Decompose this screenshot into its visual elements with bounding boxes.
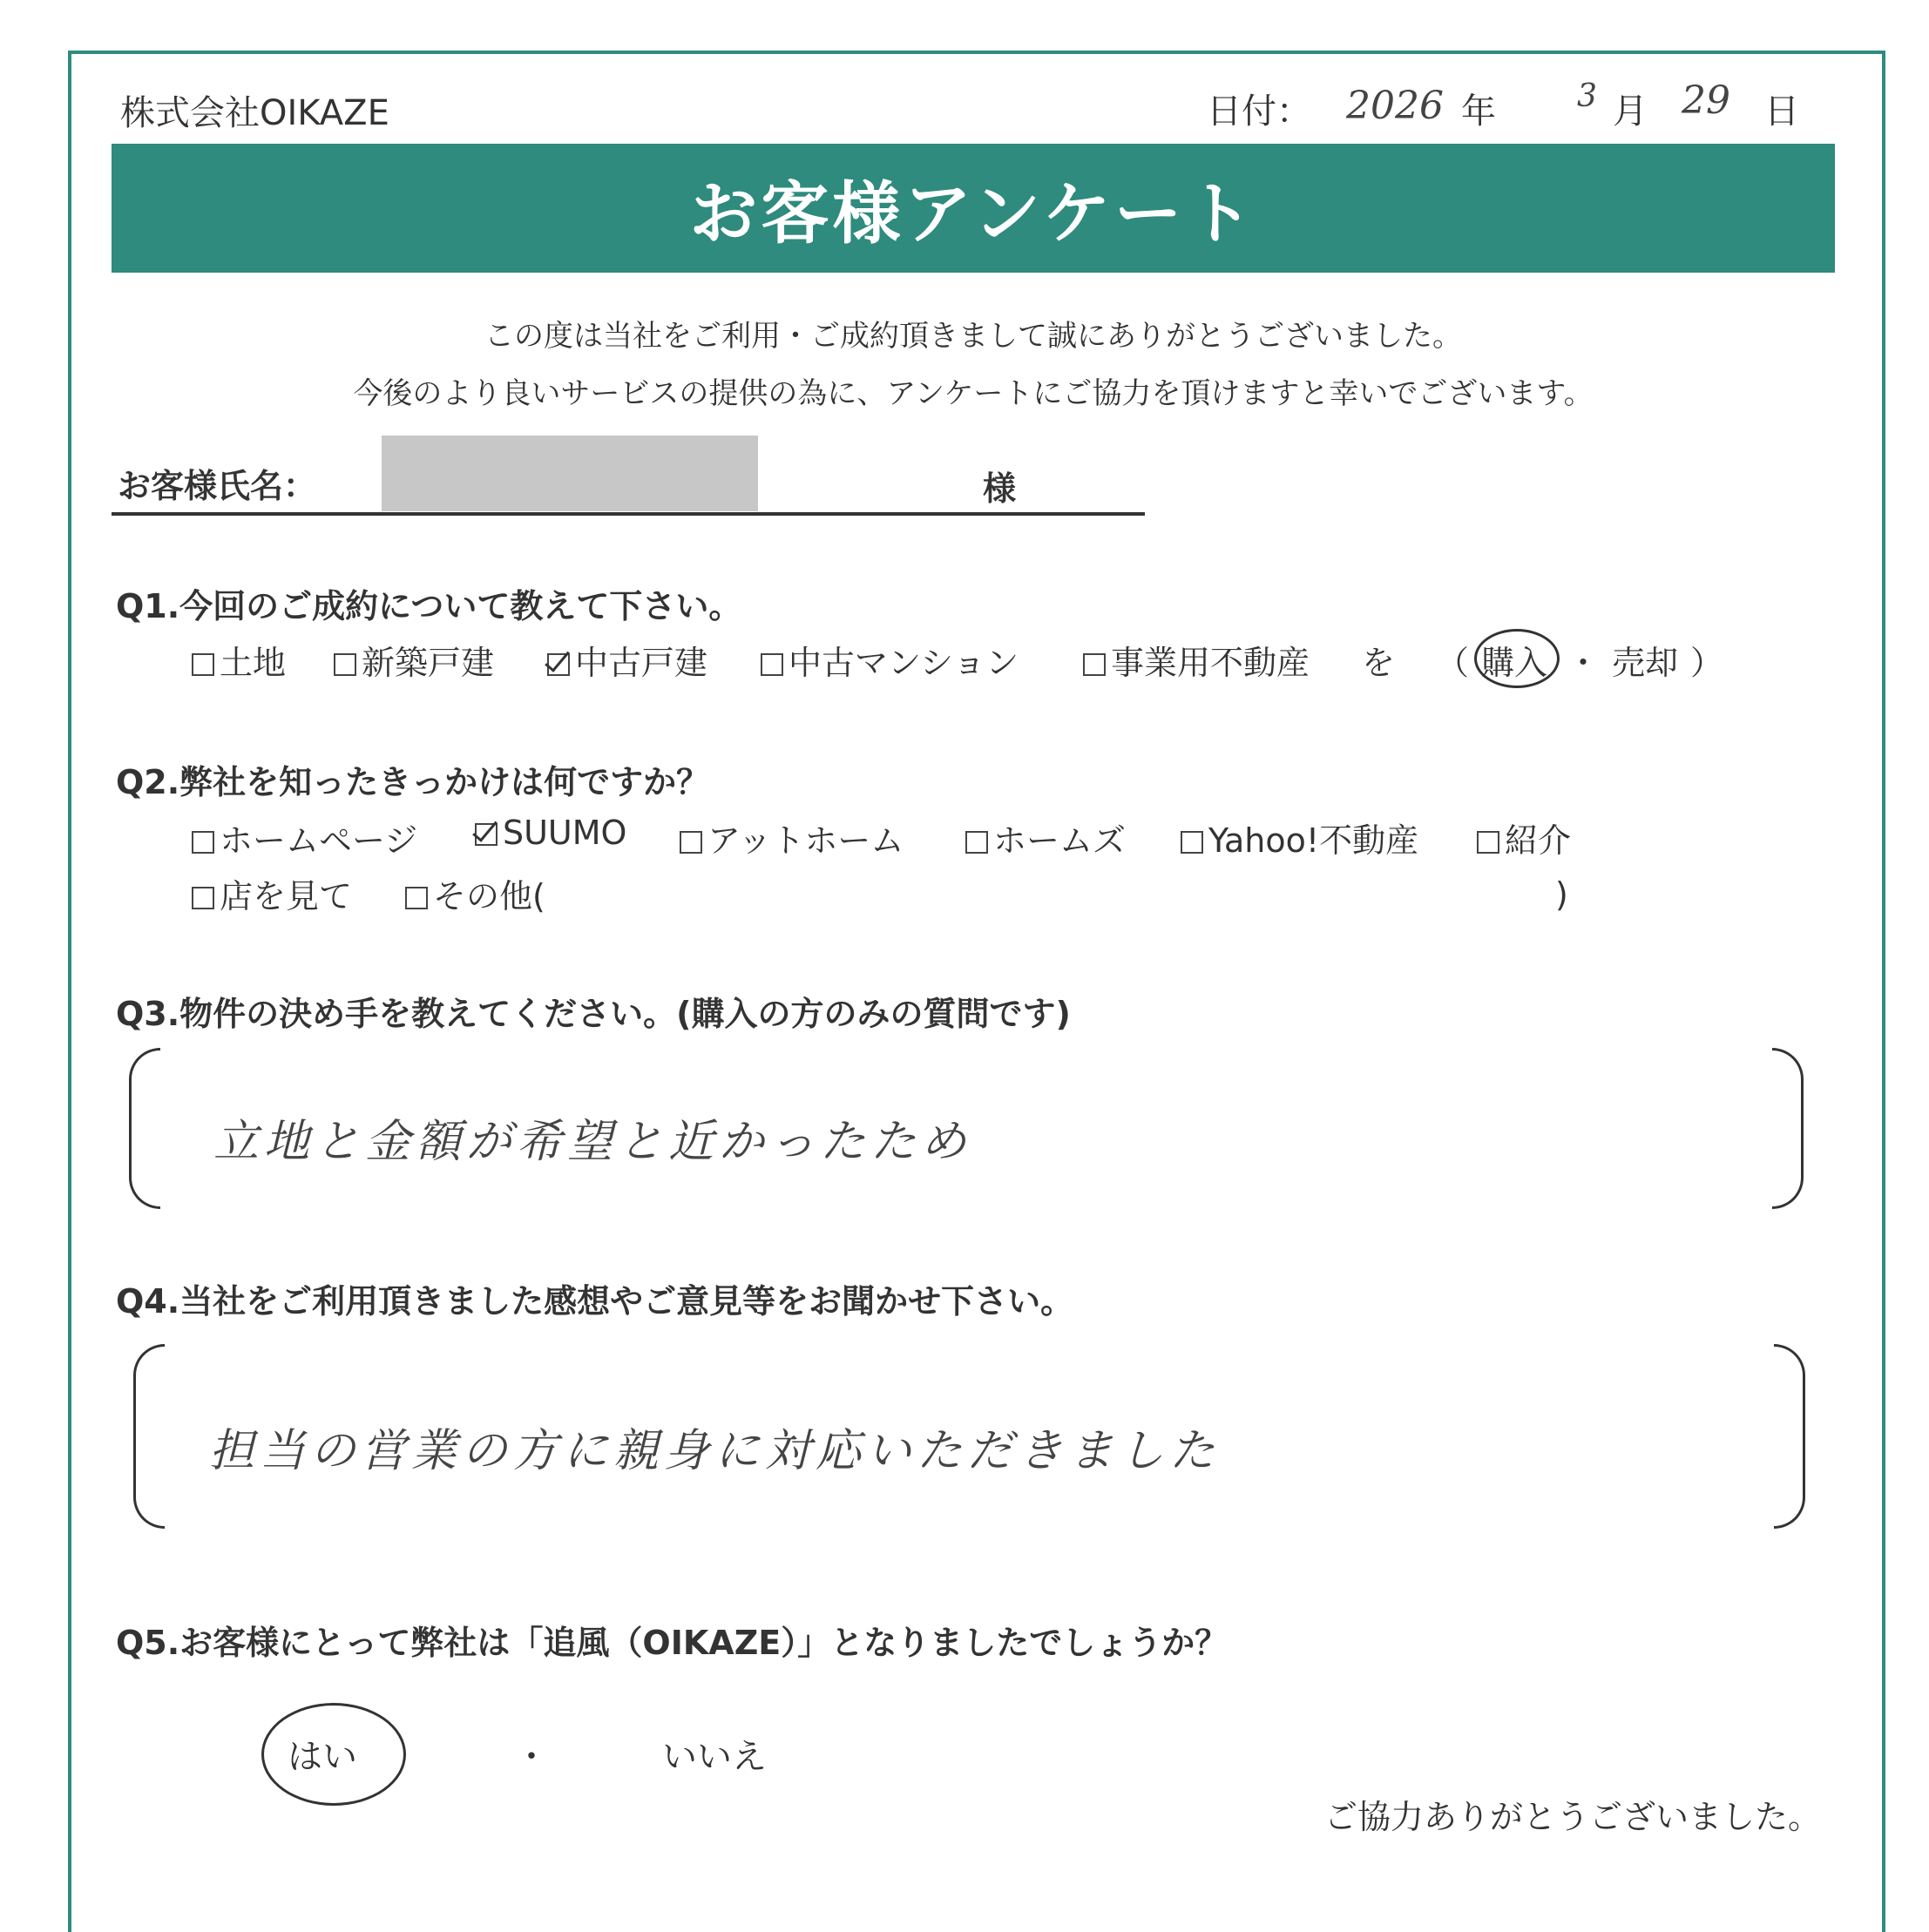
q5-question: Q5.お客様にとって弊社は「追風（OIKAZE）」となりましたでしょうか？: [116, 1624, 1228, 1662]
q2-option-store[interactable]: [192, 869, 352, 917]
customer-name-underline: [112, 512, 1145, 516]
q2-option-athome[interactable]: [680, 814, 904, 861]
checkbox[interactable]: [1083, 653, 1106, 676]
q1-option-commercial[interactable]: [1083, 636, 1310, 684]
checkbox[interactable]: [334, 653, 356, 676]
checkbox-checked[interactable]: [475, 823, 497, 846]
option-label: 事業用不動産: [1111, 644, 1310, 682]
checkbox[interactable]: [192, 887, 214, 909]
q3-bracket-left: [129, 1048, 160, 1209]
company-name: 株式会社OIKAZE: [120, 93, 389, 133]
intro-line-2: 今後のより良いサービスの提供の為に、アンケートにご協力を頂けますと幸いでございます。: [353, 376, 1594, 411]
option-label: 紹介: [1505, 821, 1572, 860]
checkbox[interactable]: [1477, 831, 1499, 854]
q2-question: Q2.弊社を知ったきっかけは何ですか？: [116, 763, 710, 801]
q2-option-yahoo[interactable]: [1181, 814, 1418, 861]
customer-name-label: お客様氏名：: [118, 467, 317, 505]
date-month-unit: 月: [1613, 91, 1648, 132]
option-label: ホームページ: [220, 821, 418, 860]
date-day: 29: [1682, 78, 1730, 123]
title-banner: [112, 144, 1835, 273]
survey-title: お客様アンケート: [689, 175, 1257, 253]
option-label: 店を見て: [220, 877, 353, 915]
q2-option-suumo[interactable]: [475, 814, 626, 852]
option-label: ホームズ: [993, 821, 1127, 860]
q2-option-homepage[interactable]: [192, 814, 417, 861]
checkbox[interactable]: [680, 831, 702, 854]
q4-question: Q4.当社をご利用頂きました感想やご意見等をお聞かせ下さい。: [116, 1282, 1074, 1321]
date-year-unit: 年: [1461, 91, 1496, 132]
option-label: アットホーム: [707, 821, 904, 860]
q1-paren-open: （: [1436, 644, 1470, 682]
option-label: Yahoo!不動産: [1208, 821, 1419, 860]
option-label: その他(: [433, 877, 545, 915]
q3-answer[interactable]: 立地と金額が希望と近かったため: [213, 1116, 972, 1168]
closing-thanks: ご協力ありがとうございました。: [1324, 1798, 1822, 1836]
q1-choice-buy[interactable]: 購入: [1481, 644, 1548, 682]
q4-bracket-left: [133, 1344, 165, 1529]
q5-yes-circle-mark: [261, 1703, 406, 1806]
q1-connector: を: [1362, 644, 1396, 682]
date-day-unit: 日: [1764, 91, 1799, 132]
checkbox-checked[interactable]: [547, 653, 570, 676]
q2-option-other[interactable]: [405, 869, 545, 917]
q1-option-used-condo[interactable]: [761, 636, 1019, 684]
option-label: 新築戸建: [362, 644, 495, 682]
checkbox[interactable]: [192, 831, 214, 854]
q2-other-close: ): [1555, 875, 1568, 914]
q2-option-homes[interactable]: [965, 814, 1126, 861]
q5-yes[interactable]: はい: [288, 1737, 357, 1777]
checkbox[interactable]: [965, 831, 988, 854]
q4-bracket-right: [1774, 1344, 1805, 1529]
customer-name-suffix: 様: [983, 469, 1017, 508]
checkbox[interactable]: [1181, 831, 1203, 854]
q3-bracket-right: [1772, 1048, 1804, 1209]
date-month: 3: [1577, 78, 1597, 114]
checkbox[interactable]: [761, 653, 783, 676]
q1-option-land[interactable]: [192, 636, 286, 684]
date-label: 日付：: [1207, 91, 1311, 132]
intro-line-1: この度は当社をご利用・ご成約頂きまして誠にありがとうございました。: [484, 319, 1462, 354]
q1-buy-circle-mark: [1474, 629, 1560, 688]
checkbox[interactable]: [192, 653, 214, 676]
q1-option-new-house[interactable]: [334, 636, 494, 684]
date-year: 2026: [1346, 84, 1444, 128]
q1-paren-close: ）: [1690, 644, 1724, 682]
q4-answer[interactable]: 担当の営業の方に親身に対応いただきました: [209, 1425, 1221, 1477]
option-label: 中古マンション: [789, 644, 1019, 682]
customer-name-redaction: [382, 436, 758, 511]
q5-dot: ・: [514, 1737, 549, 1777]
q1-option-used-house[interactable]: [547, 636, 707, 684]
option-label: 土地: [220, 644, 287, 682]
q5-no[interactable]: いいえ: [662, 1737, 767, 1777]
q1-choice-sell[interactable]: 売却: [1612, 644, 1679, 682]
option-label: 中古戸建: [575, 644, 708, 682]
checkbox[interactable]: [405, 887, 428, 909]
q2-option-referral[interactable]: [1477, 814, 1571, 861]
option-label: SUUMO: [503, 814, 627, 852]
q3-question: Q3.物件の決め手を教えてください。(購入の方のみの質問です): [116, 995, 1071, 1033]
q1-question: Q1.今回のご成約について教えて下さい。: [116, 587, 742, 625]
q1-dot: ・: [1567, 644, 1601, 682]
